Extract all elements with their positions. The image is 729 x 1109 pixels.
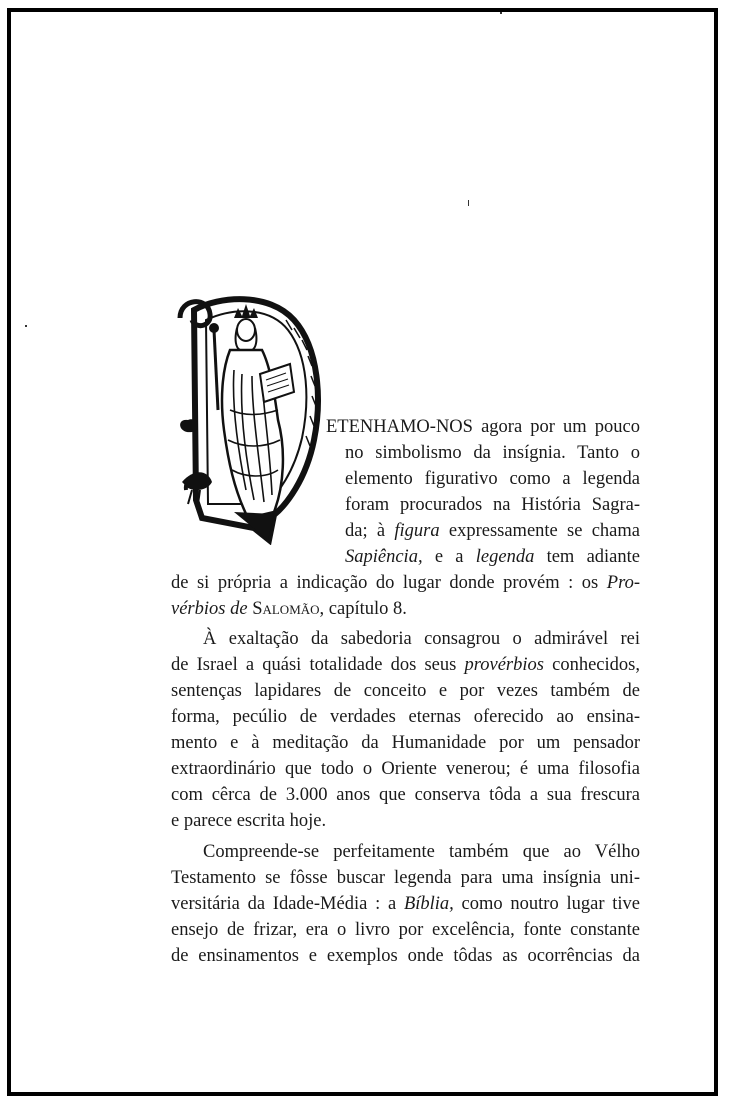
text-line: da; à figura expressamente se chama — [345, 521, 640, 541]
text-line: vérbios de Salomão, capítulo 8. — [171, 599, 407, 619]
text-line: de Israel a quási totalidade dos seus provérbios conhecidos, — [171, 655, 640, 675]
scan-speck — [25, 325, 27, 327]
text-line: sentenças lapidares de conceito e por vezes também de — [171, 681, 640, 701]
text-line: ensejo de frizar, era o livro por excelência, fonte constante — [171, 920, 640, 940]
text-line: Compreende-se perfeitamente também que ao Vélho — [203, 842, 640, 862]
text-line: forma, pecúlio de verdades eternas oferecido ao ensina- — [171, 707, 640, 727]
text-line: À exaltação da sabedoria consagrou o admirável rei — [203, 629, 640, 649]
sapientia-illustration — [174, 290, 324, 545]
text-line: Sapiência, e a legenda tem adiante — [345, 547, 640, 567]
text-line: e parece escrita hoje. — [171, 811, 327, 831]
opening-word: ETENHAMO-NOS — [326, 417, 473, 437]
text-line: versitária da Idade-Média : a Bíblia, como noutro lugar tive — [171, 894, 640, 914]
text-line: Testamento se fôsse buscar legenda para uma insígnia uni- — [171, 868, 640, 888]
text-line: extraordinário que todo o Oriente venerou; é uma filosofia — [171, 759, 640, 779]
text-line: com cêrca de 3.000 anos que conserva tôda a sua frescura — [171, 785, 640, 805]
text-line: mento e à meditação da Humanidade por um pensador — [171, 733, 640, 753]
scan-speck — [468, 200, 469, 206]
scan-speck — [500, 12, 502, 14]
text-line: de si própria a indicação do lugar donde provém : os Pro- — [171, 573, 640, 593]
text-line: foram procurados na História Sagra- — [345, 495, 640, 515]
text-line: ETENHAMO-NOS agora por um pouco — [326, 417, 640, 437]
text-line: de ensinamentos e exemplos onde tôdas as ocorrências da — [171, 946, 640, 966]
decorated-initial-d — [174, 290, 324, 545]
text-line: no simbolismo da insígnia. Tanto o — [345, 443, 640, 463]
text-line: elemento figurativo como a legenda — [345, 469, 640, 489]
